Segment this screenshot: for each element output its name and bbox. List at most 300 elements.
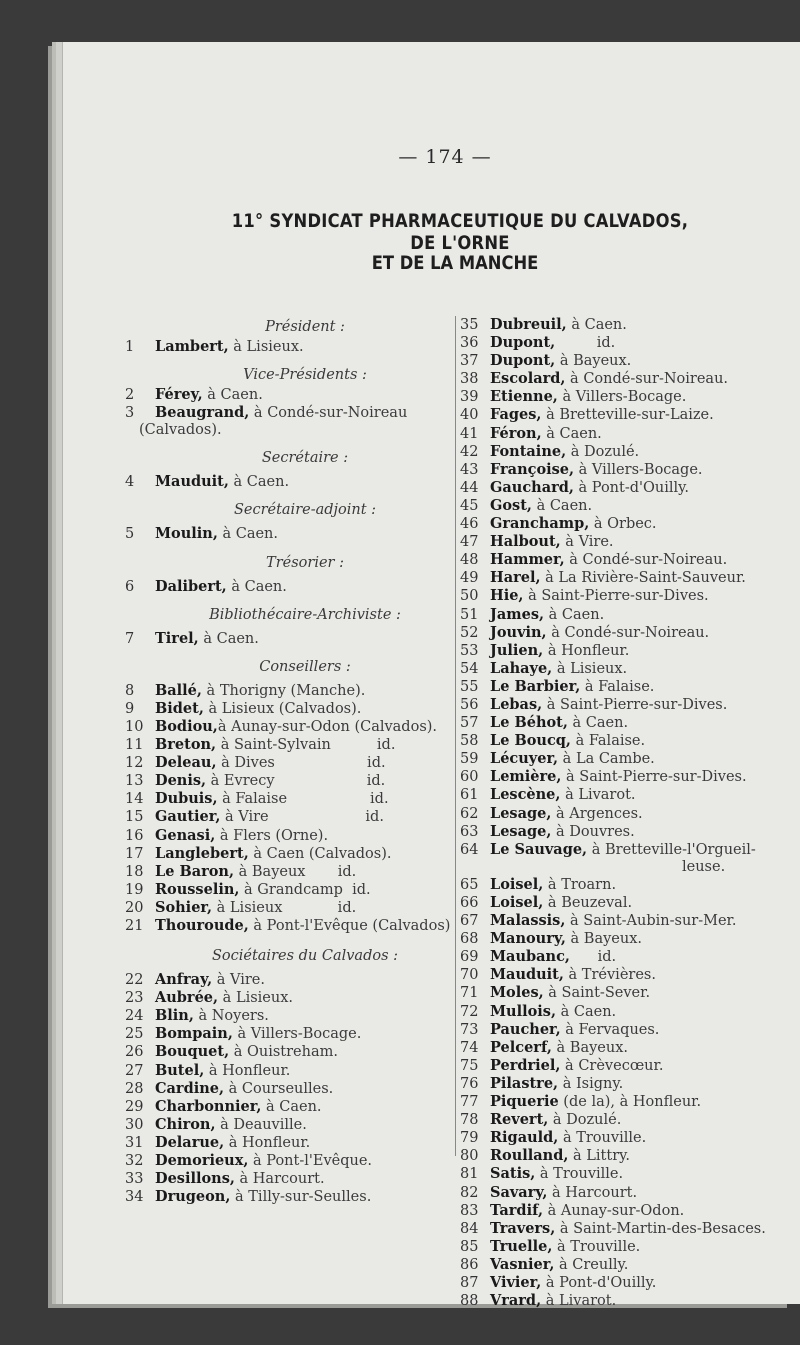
member-number: 2	[125, 387, 135, 404]
member-place: à Harcourt.	[234, 1171, 325, 1188]
member-place: à Pont-d'Ouilly.	[573, 479, 690, 496]
member-place: à Crèvecœur.	[560, 1057, 664, 1074]
member-number: 11	[125, 737, 144, 754]
member-place: à Bayeux.	[555, 353, 632, 370]
member-entry	[125, 1170, 455, 1188]
section-heading-treasurer: Trésorier :	[266, 554, 344, 571]
section-heading-assistant-secretary: Secrétaire-adjoint :	[233, 502, 377, 519]
member-name: Butel,	[155, 1061, 205, 1079]
member-place: à Aunay-sur-Odon.	[543, 1202, 685, 1219]
member-name: Lemière,	[490, 768, 562, 786]
member-name: Anfray,	[155, 971, 213, 989]
member-place: à Orbec.	[589, 516, 657, 533]
member-entry	[460, 515, 800, 533]
member-name: Perdriel,	[490, 1056, 561, 1074]
member-number: 71	[460, 985, 479, 1002]
member-number: 85	[460, 1238, 479, 1255]
member-place: id.	[555, 335, 616, 352]
member-number: 36	[460, 335, 479, 352]
member-place: à Caen.	[202, 387, 263, 404]
member-place: à Beuzeval.	[543, 895, 633, 911]
member-entry	[125, 917, 455, 935]
member-number: 76	[460, 1075, 479, 1092]
member-entry	[125, 863, 455, 881]
member-name: Hammer,	[490, 551, 565, 569]
member-name: Malassis,	[490, 912, 566, 930]
member-number: 39	[460, 389, 479, 406]
member-place: à Harcourt.	[547, 1184, 638, 1201]
member-place: à Caen.	[198, 630, 259, 647]
member-entry	[460, 912, 800, 930]
member-number: 60	[460, 769, 479, 786]
member-name: Loisel,	[490, 875, 544, 893]
member-entry	[460, 966, 800, 984]
member-entry	[460, 660, 800, 678]
member-place: à Bayeux id.	[234, 863, 357, 880]
member-entry	[460, 1184, 800, 1202]
member-entry	[460, 1021, 800, 1039]
member-entry	[460, 425, 800, 443]
member-number: 45	[460, 497, 479, 514]
member-entry	[125, 682, 455, 700]
member-name: Pelcerf,	[490, 1038, 552, 1056]
member-number: 19	[125, 881, 144, 898]
member-name: Mauduit,	[155, 473, 229, 491]
member-place: à Vire.	[560, 534, 614, 551]
member-entry	[460, 750, 800, 768]
member-name: Denis,	[155, 772, 207, 790]
member-place: à Caen.	[261, 1098, 322, 1115]
member-number: 21	[125, 917, 144, 934]
member-number: 6	[125, 578, 135, 595]
member-place: à Thorigny (Manche).	[201, 682, 366, 699]
member-name: Hie,	[490, 587, 524, 605]
member-name: Bodiou,	[155, 717, 218, 735]
member-name: Piquerie	[490, 1093, 559, 1111]
member-place: à La Cambe.	[558, 751, 655, 768]
member-place: à Condé-sur-Noireau.	[565, 371, 729, 388]
member-name: Satis,	[490, 1165, 536, 1183]
member-entry	[125, 700, 455, 718]
member-entry	[460, 894, 800, 912]
member-name: Dubreuil,	[490, 316, 567, 333]
member-number: 43	[460, 461, 479, 478]
member-place: à Caen.	[556, 1003, 617, 1020]
member-number: 14	[125, 791, 144, 808]
member-name: Fontaine,	[490, 442, 567, 460]
member-name: Vrard,	[490, 1292, 542, 1310]
member-number: 72	[460, 1003, 479, 1020]
page-title-line-1: 11° SYNDICAT PHARMACEUTIQUE DU CALVADOS, DE L'ORNE	[231, 210, 689, 254]
member-number: 62	[460, 805, 479, 822]
member-entry	[125, 1043, 455, 1061]
members-list-continued	[460, 316, 800, 859]
member-number: 55	[460, 678, 479, 695]
member-number: 32	[125, 1153, 144, 1169]
member-number: 31	[125, 1134, 144, 1151]
member-number: 56	[460, 696, 479, 713]
member-place: à Vire.	[212, 972, 265, 989]
member-place: à Fervaques.	[560, 1021, 660, 1038]
member-place: à Condé-sur-Noireau	[249, 405, 408, 422]
member-number: 52	[460, 624, 479, 641]
member-place: à Vire id.	[220, 809, 384, 826]
member-number: 75	[460, 1057, 479, 1074]
member-place: à Honfleur.	[543, 642, 630, 659]
member-entry	[125, 1062, 455, 1080]
member-number: 77	[460, 1094, 479, 1111]
member-number: 70	[460, 967, 479, 984]
member-entry	[460, 948, 800, 966]
member-number: 82	[460, 1184, 479, 1201]
member-number: 54	[460, 660, 479, 677]
member-name: Gost,	[490, 496, 532, 514]
member-place: à Caen (Calvados).	[248, 845, 392, 862]
member-name: Drugeon,	[155, 1188, 231, 1206]
member-name: Aubrée,	[155, 989, 219, 1007]
member-name: Dubuis,	[155, 790, 218, 808]
member-name: Gauchard,	[490, 478, 574, 496]
member-name: Le Béhot,	[490, 714, 568, 732]
member-entry	[460, 876, 800, 894]
member-place: à Flers (Orne).	[215, 827, 329, 844]
member-name: Lambert,	[155, 338, 229, 355]
member-number: 46	[460, 516, 479, 533]
member-entry	[460, 316, 800, 334]
member-place: à Condé-sur-Noireau.	[564, 552, 728, 569]
member-number: 58	[460, 733, 479, 750]
member-name: Féron,	[490, 424, 542, 442]
left-column	[125, 316, 455, 1206]
member-entry	[460, 1129, 800, 1147]
member-number: 65	[460, 876, 479, 893]
member-entry	[460, 930, 800, 948]
member-entry	[460, 461, 800, 479]
member-name: Beaugrand,	[155, 404, 250, 422]
member-place: à Villers-Bocage.	[557, 389, 687, 406]
member-entry	[460, 587, 800, 605]
member-entry	[125, 525, 455, 543]
member-place: à Saint-Martin-des-Besaces.	[555, 1220, 766, 1237]
member-name: Le Boucq,	[490, 732, 571, 750]
member-entry	[460, 1093, 800, 1111]
member-entry	[460, 370, 800, 388]
member-entry	[125, 772, 455, 790]
member-name: Bompain,	[155, 1025, 233, 1043]
member-name: Pilastre,	[490, 1074, 559, 1092]
member-name: Revert,	[490, 1111, 549, 1129]
member-name: Le Barbier,	[490, 677, 581, 695]
member-number: 47	[460, 534, 479, 551]
member-number: 20	[125, 899, 144, 916]
member-entry	[125, 1152, 455, 1170]
member-name: James,	[490, 605, 545, 623]
member-entry	[460, 1039, 800, 1057]
member-place: à Littry.	[568, 1148, 630, 1165]
member-entry	[125, 338, 455, 356]
member-entry	[125, 827, 455, 845]
member-name: Manoury,	[490, 930, 566, 948]
member-number: 24	[125, 1008, 144, 1025]
member-number: 53	[460, 642, 479, 659]
member-place: à Saint-Aubin-sur-Mer.	[565, 913, 737, 930]
member-name: Mauduit,	[490, 966, 564, 984]
member-number: 81	[460, 1166, 479, 1183]
member-number: 16	[125, 827, 144, 844]
member-entry	[460, 334, 800, 352]
member-place: à Pont-l'Evêque (Calvados)	[248, 917, 451, 934]
member-number: 4	[125, 474, 135, 491]
member-number: 23	[125, 990, 144, 1007]
member-name: Vasnier,	[490, 1255, 555, 1273]
member-number: 26	[125, 1044, 144, 1061]
member-entry	[460, 1256, 800, 1274]
member-number: 15	[125, 809, 144, 826]
member-number: 78	[460, 1112, 479, 1129]
member-name: Fages,	[490, 406, 542, 424]
member-number: 66	[460, 895, 479, 911]
member-number: 80	[460, 1148, 479, 1165]
member-entry	[460, 1274, 800, 1292]
member-number: 41	[460, 425, 479, 442]
member-number: 64	[460, 841, 479, 858]
right-column	[455, 316, 800, 1310]
member-number: 1	[125, 339, 135, 355]
member-name: Roulland,	[490, 1147, 569, 1165]
member-number: 63	[460, 823, 479, 840]
member-place: à Lisieux id.	[212, 899, 357, 916]
member-entry	[460, 1147, 800, 1165]
member-number: 5	[125, 526, 135, 543]
member-name: Desillons,	[155, 1170, 235, 1188]
member-place: à Lisieux (Calvados).	[203, 700, 362, 717]
member-name: Lécuyer,	[490, 750, 559, 768]
member-place: à Bretteville-l'Orgueil-	[587, 841, 756, 858]
member-place: à Lisieux.	[218, 990, 293, 1007]
member-place: à Villers-Bocage.	[232, 1026, 362, 1043]
member-number: 7	[125, 630, 135, 647]
member-name: Lesage,	[490, 822, 552, 840]
member-number: 42	[460, 443, 479, 460]
member-number: 18	[125, 863, 144, 880]
member-entry	[125, 736, 455, 754]
member-place: à Saint-Pierre-sur-Dives.	[542, 696, 728, 713]
member-place: à Caen.	[566, 317, 627, 333]
member-place: à Bretteville-sur-Laize.	[541, 407, 714, 424]
member-entry	[125, 845, 455, 863]
member-number: 30	[125, 1116, 144, 1133]
member-place: à Caen.	[217, 526, 279, 543]
member-place: à Falaise id.	[217, 791, 389, 808]
member-place: à Caen.	[531, 497, 593, 514]
member-name: Jouvin,	[490, 623, 547, 641]
member-number: 8	[125, 682, 135, 699]
member-number: 50	[460, 588, 479, 605]
member-place: à Courseulles.	[224, 1080, 334, 1097]
member-place: à Deauville.	[215, 1116, 307, 1133]
member-entry	[125, 971, 455, 989]
member-entry	[125, 1116, 455, 1134]
member-entry	[460, 1111, 800, 1129]
member-place: à Caen.	[228, 474, 290, 491]
member-place: à Saint-Sylvain id.	[216, 737, 396, 754]
member-place-continued: (Calvados).	[139, 422, 222, 439]
section-heading-members: Sociétaires du Calvados :	[211, 948, 399, 965]
members-list	[125, 971, 455, 1206]
member-place: à Argences.	[551, 805, 643, 822]
member-number: 74	[460, 1039, 479, 1056]
member-entry	[460, 696, 800, 714]
member-entry	[460, 714, 800, 732]
member-number: 25	[125, 1026, 144, 1043]
member-name: Loisel,	[490, 894, 544, 911]
member-number: 3	[125, 405, 135, 422]
member-name: Travers,	[490, 1219, 556, 1237]
section-heading-president: Président :	[265, 319, 345, 335]
member-entry	[125, 754, 455, 772]
member-entry	[125, 578, 455, 596]
member-entry	[460, 533, 800, 551]
member-number: 33	[125, 1171, 144, 1188]
member-name: Escolard,	[490, 370, 566, 388]
member-number: 38	[460, 371, 479, 388]
member-place-continued: leuse.	[682, 858, 726, 875]
member-place: à Pont-l'Evêque.	[248, 1153, 373, 1169]
member-name: Lahaye,	[490, 659, 553, 677]
member-name: Etienne,	[490, 388, 558, 406]
member-entry	[460, 443, 800, 461]
member-entry	[460, 678, 800, 696]
member-name: Le Baron,	[155, 862, 235, 880]
member-name: Lesage,	[490, 804, 552, 822]
member-name: Rigauld,	[490, 1129, 559, 1147]
member-entry	[460, 732, 800, 750]
member-name: Genasi,	[155, 826, 216, 844]
member-number: 51	[460, 606, 479, 623]
member-number: 22	[125, 972, 144, 989]
member-place: à Livarot.	[541, 1293, 617, 1310]
member-entry	[460, 551, 800, 569]
member-name: Vivier,	[490, 1273, 542, 1291]
member-entry	[125, 404, 455, 422]
member-name: Dupont,	[490, 352, 556, 370]
member-place: à Caen.	[544, 606, 605, 623]
member-number: 49	[460, 570, 479, 587]
page-title-line-2: ET DE LA MANCHE	[371, 252, 539, 274]
member-entry	[460, 624, 800, 642]
member-entry	[125, 1007, 455, 1025]
member-entry	[460, 406, 800, 424]
member-place: à Saint-Pierre-sur-Dives.	[561, 769, 747, 786]
member-place: à Isigny.	[558, 1075, 624, 1092]
member-place: à La Rivière-Saint-Sauveur.	[540, 570, 746, 587]
member-number: 83	[460, 1202, 479, 1219]
member-place: à Bayeux.	[551, 1039, 628, 1056]
member-place: (de la), à Honfleur.	[558, 1094, 702, 1111]
member-number: 35	[460, 317, 479, 333]
member-number: 10	[125, 718, 144, 735]
member-number: 79	[460, 1130, 479, 1147]
member-name: Mullois,	[490, 1002, 557, 1020]
member-place: à Trouville.	[558, 1130, 647, 1147]
member-entry	[125, 790, 455, 808]
member-entry	[460, 569, 800, 587]
member-number: 37	[460, 353, 479, 370]
member-entry	[125, 881, 455, 899]
member-number: 57	[460, 715, 479, 732]
member-number: 67	[460, 913, 479, 930]
member-place: à Trouville.	[535, 1166, 624, 1183]
member-place: à Pont-d'Ouilly.	[541, 1274, 657, 1291]
member-name: Breton,	[155, 736, 217, 754]
member-entry	[460, 805, 800, 823]
member-entry	[460, 1075, 800, 1093]
member-entry	[460, 841, 800, 859]
member-number: 84	[460, 1220, 479, 1237]
member-entry	[125, 473, 455, 491]
member-number: 9	[125, 700, 135, 717]
member-name: Lescène,	[490, 786, 561, 804]
member-name: Moulin,	[155, 525, 218, 543]
member-name: Lebas,	[490, 695, 543, 713]
member-entry	[125, 989, 455, 1007]
member-name: Ballé,	[155, 681, 202, 699]
member-name: Truelle,	[490, 1237, 553, 1255]
member-entry	[125, 386, 455, 404]
member-name: Moles,	[490, 984, 544, 1002]
member-name: Sohier,	[155, 898, 213, 916]
member-entry	[460, 497, 800, 515]
member-place: à Dives id.	[216, 755, 386, 772]
member-entry	[460, 1220, 800, 1238]
member-entry	[460, 1165, 800, 1183]
member-number: 86	[460, 1256, 479, 1273]
member-name: Tirel,	[155, 629, 199, 647]
member-place: à Trévières.	[563, 967, 656, 984]
member-name: Savary,	[490, 1183, 548, 1201]
member-place: à Lisieux.	[552, 660, 628, 677]
member-number: 88	[460, 1293, 479, 1310]
member-name: Julien,	[490, 641, 544, 659]
member-place: à Aunay-sur-Odon (Calvados).	[217, 718, 438, 735]
section-heading-vice-presidents: Vice-Présidents :	[243, 367, 367, 384]
member-entry	[125, 1025, 455, 1043]
member-entry	[460, 352, 800, 370]
member-place: à Lisieux.	[228, 339, 304, 355]
member-name: Gautier,	[155, 808, 221, 826]
member-name: Paucher,	[490, 1020, 561, 1038]
member-place: à Honfleur.	[204, 1062, 291, 1079]
member-entry	[460, 984, 800, 1002]
member-place: à Caen.	[541, 425, 602, 442]
member-place: à Creully.	[554, 1256, 629, 1273]
member-entry	[460, 768, 800, 786]
member-entry	[460, 1292, 800, 1310]
member-place: à Dozulé.	[548, 1112, 622, 1129]
member-entry	[460, 1003, 800, 1021]
member-place: à Grandcamp id.	[239, 881, 371, 898]
member-entry	[460, 1057, 800, 1075]
member-number: 44	[460, 479, 479, 496]
member-place: à Villers-Bocage.	[574, 461, 703, 478]
members-list-continued-2	[460, 876, 800, 1310]
member-entry	[125, 1080, 455, 1098]
member-number: 73	[460, 1021, 479, 1038]
member-number: 48	[460, 552, 479, 569]
councillors-list	[125, 682, 455, 935]
member-name: Férey,	[155, 386, 203, 404]
member-name: Charbonnier,	[155, 1097, 262, 1115]
